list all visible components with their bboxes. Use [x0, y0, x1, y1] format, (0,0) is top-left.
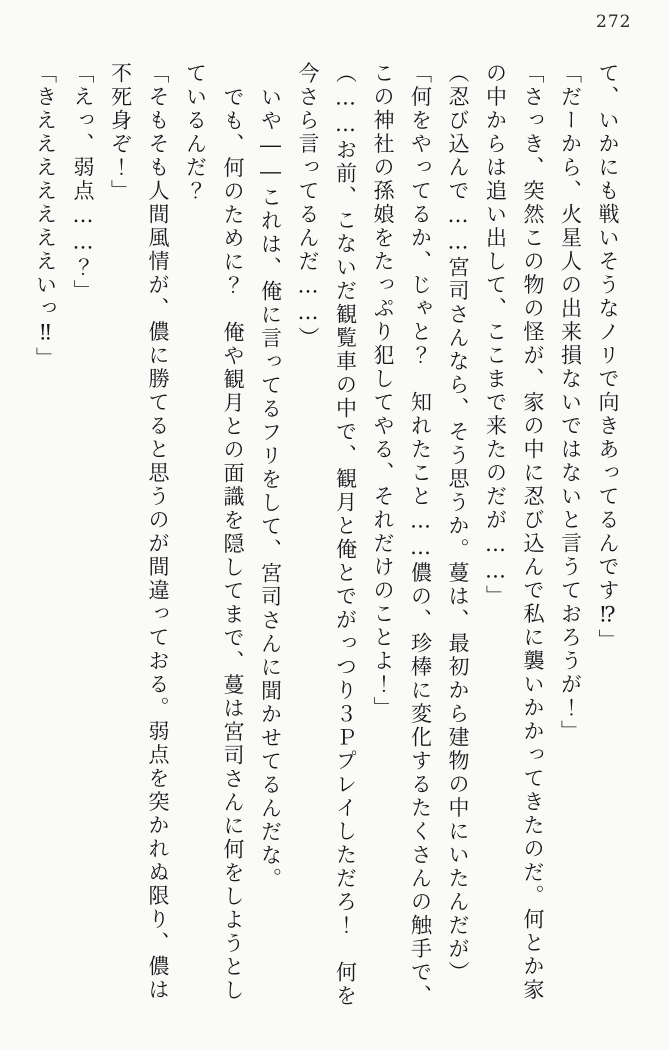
text-column: （……お前、こないだ観覧車の中で、観月と俺とでがっつり３Ｐプレイしただろ！ 何を [333, 62, 358, 1008]
text-column: て、いかにも戦いそうなノリで向きあってるんです⁉」 [596, 62, 620, 653]
text-column: 「さっき、突然この物の怪が、家の中に忍び込んで私に襲いかかってきたのだ。何とか家 [521, 62, 545, 1002]
text-column: 「だーから、火星人の出来損ないではないと言うておろうが！」 [558, 62, 583, 744]
text-column: ているんだ？ [183, 62, 208, 203]
page-number: 272 [596, 12, 632, 32]
text-column: 「何をやってるか、じゃと？ 知れたこと……儂の、珍棒に変化するたくさんの触手で、 [408, 62, 433, 1008]
text-column: の中からは追い出して、ここまで来たのだが……」 [483, 62, 508, 609]
text-column: 不死身ぞ！」 [108, 62, 133, 203]
text-column: 「えっ、弱点……？」 [71, 62, 95, 303]
text-column: この神社の孫娘をたっぷり犯してやる、それだけのことよ！」 [371, 62, 395, 720]
text-column: 「きえええええええいっ‼」 [33, 62, 58, 371]
text-column: でも、何のために？ 俺や観月との面識を隠してまで、蔓は宮司さんに何をしようとし [221, 85, 245, 1002]
text-column: （忍び込んで……宮司さんなら、そう思うか。蔓は、最初から建物の中にいたんだが） [446, 62, 470, 985]
text-column: 「そもそも人間風情が、儂に勝てると思うのが間違っておる。弱点を突かれぬ限り、儂は [146, 62, 170, 1002]
text-column: いや――これは、俺に言ってるフリをして、宮司さんに聞かせてるんだな。 [258, 85, 283, 891]
vertical-text-block [26, 62, 626, 1032]
text-column: 今さら言ってるんだ……） [296, 62, 320, 350]
